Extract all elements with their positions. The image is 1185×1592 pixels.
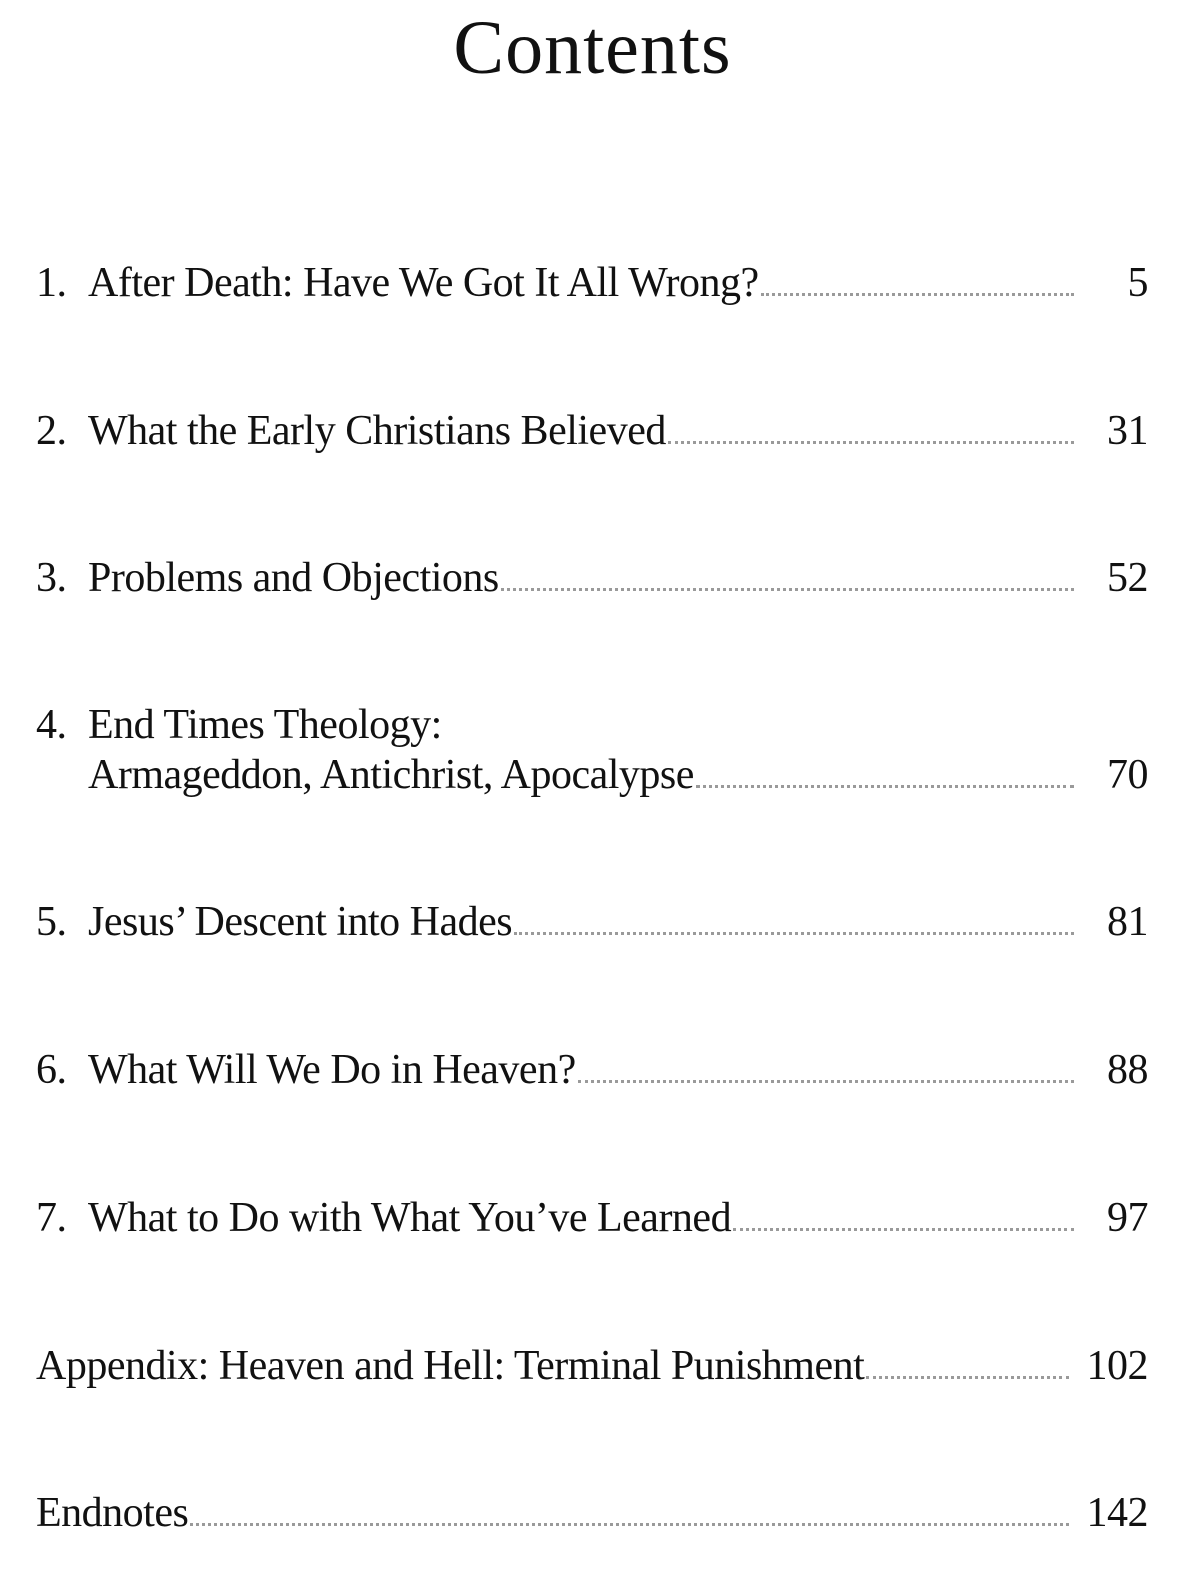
toc-entry-7[interactable] — [36, 1193, 1148, 1243]
entry-page-number: 52 — [1107, 555, 1148, 601]
toc-entry-appendix[interactable] — [36, 1341, 1148, 1391]
entry-number: 5. — [36, 899, 67, 945]
entry-page-number: 5 — [1127, 260, 1148, 306]
entry-title: Problems and Objections — [88, 555, 499, 601]
entry-title: What Will We Do in Heaven? — [88, 1047, 576, 1093]
dot-leader — [668, 441, 1074, 444]
toc-entry-1[interactable] — [36, 258, 1148, 308]
dot-leader — [578, 1080, 1074, 1083]
dot-leader — [190, 1523, 1068, 1526]
entry-title: Appendix: Heaven and Hell: Terminal Punishment — [36, 1343, 865, 1389]
dot-leader — [733, 1228, 1074, 1231]
dot-leader — [866, 1376, 1068, 1379]
dot-leader — [696, 785, 1074, 788]
dot-leader — [501, 588, 1074, 591]
toc-entry-3[interactable] — [36, 553, 1148, 603]
entry-number: 3. — [36, 555, 67, 601]
entry-page-number: 31 — [1107, 408, 1148, 454]
entry-title: Jesus’ Descent into Hades — [88, 899, 513, 945]
toc-entry-4[interactable] — [36, 700, 1148, 800]
entry-title: After Death: Have We Got It All Wrong? — [88, 260, 759, 306]
entry-page-number: 81 — [1107, 899, 1148, 945]
entry-title-line-1: End Times Theology: — [88, 702, 442, 748]
dot-leader — [761, 293, 1074, 296]
entry-page-number: 102 — [1086, 1343, 1148, 1389]
entry-page-number: 88 — [1107, 1047, 1148, 1093]
entry-number: 7. — [36, 1195, 67, 1241]
toc-entry-endnotes[interactable] — [36, 1488, 1148, 1538]
entry-title: What to Do with What You’ve Learned — [88, 1195, 732, 1241]
entry-number: 1. — [36, 260, 67, 306]
entry-number: 4. — [36, 702, 67, 748]
entry-number: 6. — [36, 1047, 67, 1093]
entry-title-line-2: Armageddon, Antichrist, Apocalypse — [88, 752, 694, 798]
entry-title: What the Early Christians Believed — [88, 408, 666, 454]
toc-entry-6[interactable] — [36, 1045, 1148, 1095]
dot-leader — [514, 932, 1074, 935]
toc-entry-2[interactable] — [36, 406, 1148, 456]
entry-page-number: 97 — [1107, 1195, 1148, 1241]
entry-page-number: 142 — [1086, 1490, 1148, 1536]
entry-title: Endnotes — [36, 1490, 189, 1536]
entry-number: 2. — [36, 408, 67, 454]
page-title: Contents — [453, 6, 732, 90]
entry-page-number: 70 — [1107, 752, 1148, 798]
toc-entry-5[interactable] — [36, 897, 1148, 947]
